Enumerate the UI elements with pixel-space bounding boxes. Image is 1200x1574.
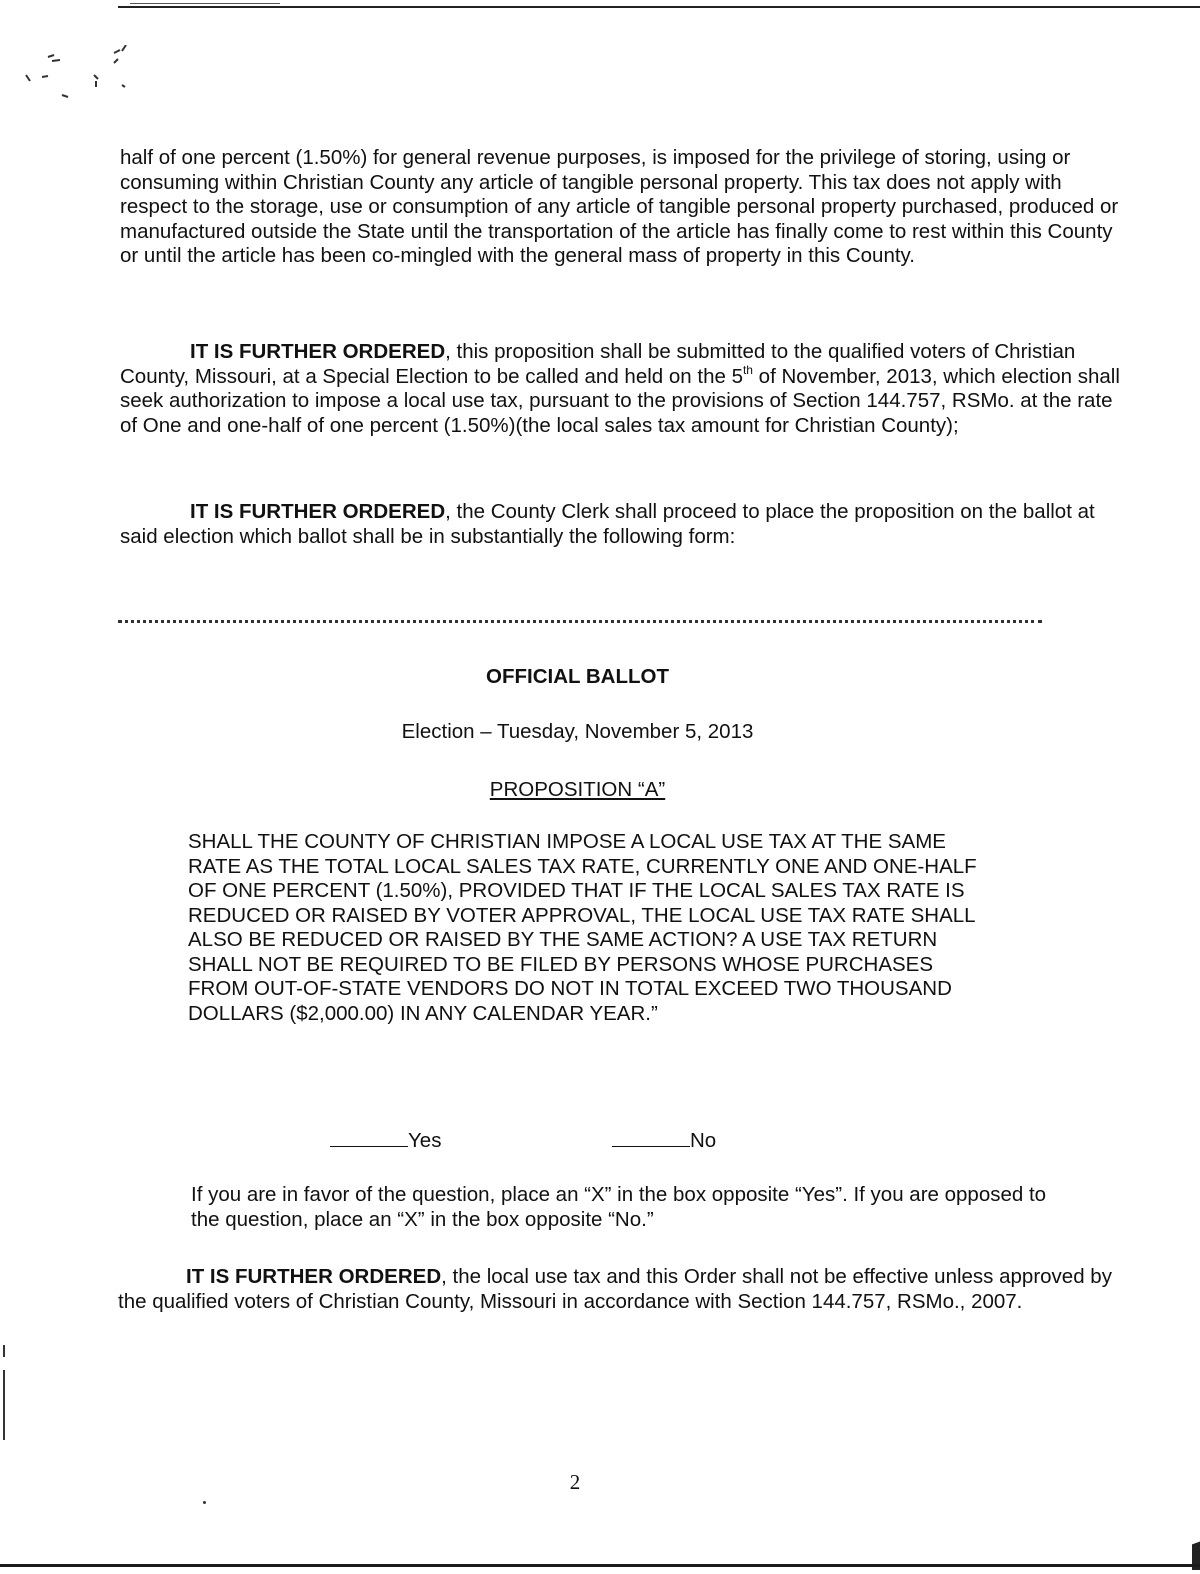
order-paragraph-3	[120, 500, 1130, 549]
ballot-question: SHALL THE COUNTY OF CHRISTIAN IMPOSE A LOCAL USE TAX AT THE SAME RATE AS THE TOTAL LOCAL SALES TAX RATE, CURRENTLY ONE AND ONE-HALF OF ONE PERCENT (1.50%), PROVIDED THAT IF THE LOCAL SALES TAX RATE IS REDUCED OR RAISED BY VOTER APPROVAL, THE LOCAL USE TAX RATE SHALL ALSO BE REDUCED OR RAISED BY THE SAME ACTION? A USE TAX RETURN SHALL NOT BE REQUIRED TO BE FILED BY PERSONS WHOSE PURCHASES FROM OUT-OF-STATE VENDORS DO NOT IN TOTAL EXCEED TWO THOUSAND DOLLARS ($2,000.00) IN ANY CALENDAR YEAR.”	[188, 830, 977, 1025]
paragraph-2-text-b: of November, 2013, which election shall seek authorization to impose a local use tax, pursuant to the provisions of Section 144.757, RSMo. at the rate of One and one-half of one percent (1.50%)(the local sales tax amount for Christian County);	[120, 364, 1120, 437]
further-ordered-heading: IT IS FURTHER ORDERED	[186, 1265, 442, 1288]
scan-top-rule-fragment	[130, 3, 280, 4]
scan-bottom-rule	[0, 1564, 1200, 1567]
order-paragraph-2	[120, 340, 1130, 438]
paragraph-3-text: , the County Clerk shall proceed to place the proposition on the ballot at said election which ballot shall be in substantially the following form:	[120, 500, 1095, 548]
paragraph-4-text: , the local use tax and this Order shall not be effective unless approved by the qualified voters of Christian County, Missouri in accordance with Section 144.757, RSMo., 2007.	[118, 1265, 1112, 1313]
yes-choice	[330, 1128, 441, 1153]
further-ordered-heading: IT IS FURTHER ORDERED	[190, 340, 446, 363]
scan-specks-mark	[18, 45, 148, 115]
scan-margin-mark	[3, 1345, 5, 1357]
further-ordered-heading: IT IS FURTHER ORDERED	[190, 500, 446, 523]
no-choice	[612, 1128, 716, 1153]
ballot-instructions: If you are in favor of the question, place an “X” in the box opposite “Yes”. If you are opposed to the question, place an “X” in the box opposite “No.”	[191, 1183, 1047, 1231]
paragraph-2-text-a: , this proposition shall be submitted to the qualified voters of Christian County, Missouri, at a Special Election to be called and held on the 5	[120, 340, 1076, 388]
ballot-title: OFFICIAL BALLOT	[486, 665, 669, 688]
scan-top-rule	[118, 6, 1200, 8]
scan-margin-mark	[3, 1370, 5, 1440]
scan-speck	[203, 1501, 206, 1504]
yes-label: Yes	[408, 1129, 442, 1152]
ordinal-suffix: th	[742, 362, 753, 377]
order-paragraph-1: half of one percent (1.50%) for general revenue purposes, is imposed for the privilege of storing, using or consuming within Christian County any article of tangible personal property. This tax does not apply with respect to the storage, use or consumption of any article of tangible personal property purchased, produced or manufactured outside the State until the transportation of the article has finally come to rest within this County or until the article has been co-mingled with the general mass of property in this County.	[120, 146, 1119, 267]
order-paragraph-4	[118, 1265, 1128, 1314]
dotted-separator	[118, 620, 1042, 623]
no-label: No	[690, 1129, 717, 1152]
page-number: 2	[569, 1470, 581, 1494]
yes-blank-line	[330, 1128, 408, 1147]
election-date: Election – Tuesday, November 5, 2013	[401, 720, 754, 743]
no-blank-line	[612, 1128, 690, 1147]
proposition-heading: PROPOSITION “A”	[489, 778, 666, 801]
